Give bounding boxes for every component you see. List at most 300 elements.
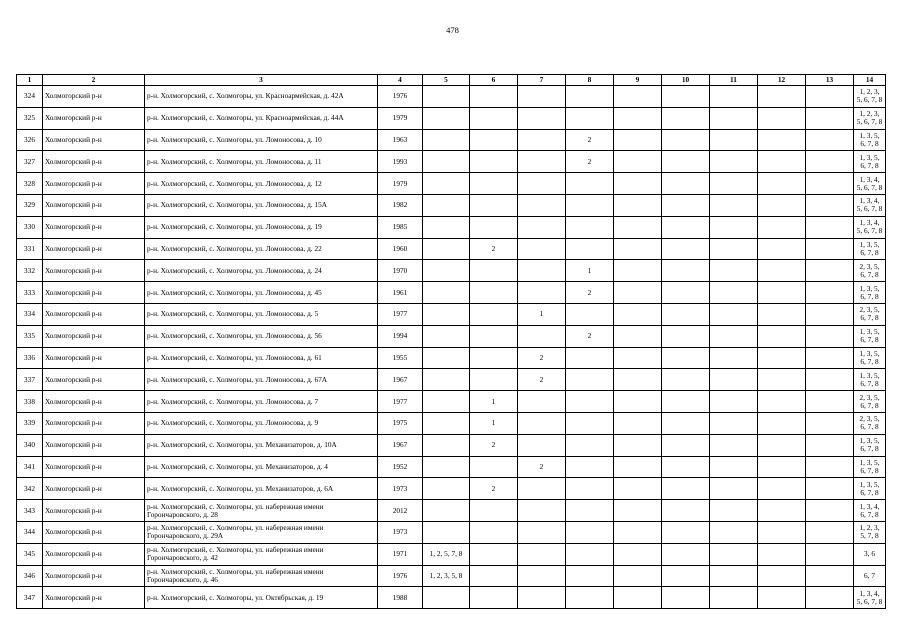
col5-cell xyxy=(423,151,470,173)
page-number: 478 xyxy=(446,25,459,35)
col7-cell xyxy=(518,391,566,413)
district-cell: Холмогорский р-н xyxy=(43,325,145,347)
col12-cell xyxy=(758,565,806,587)
col8-cell: 2 xyxy=(566,151,614,173)
col5-cell xyxy=(423,347,470,369)
col5-cell xyxy=(423,500,470,522)
column-header-13: 13 xyxy=(806,75,854,86)
column-header-6: 6 xyxy=(470,75,518,86)
address-cell: р-н. Холмогорский, с. Холмогоры, ул. Ломоносова, д. 45 xyxy=(145,282,378,304)
col12-cell xyxy=(758,325,806,347)
district-cell: Холмогорский р-н xyxy=(43,412,145,434)
col11-cell xyxy=(710,521,758,543)
col12-cell xyxy=(758,369,806,391)
col5-cell xyxy=(423,587,470,609)
col6-cell xyxy=(470,565,518,587)
col9-cell xyxy=(614,194,662,216)
col11-cell xyxy=(710,347,758,369)
col10-cell xyxy=(662,369,710,391)
col5-cell xyxy=(423,216,470,238)
district-cell: Холмогорский р-н xyxy=(43,543,145,565)
column-header-11: 11 xyxy=(710,75,758,86)
col5-cell: 1, 2, 5, 7, 8 xyxy=(423,543,470,565)
col13-cell xyxy=(806,456,854,478)
col11-cell xyxy=(710,325,758,347)
row-number: 329 xyxy=(17,194,43,216)
col11-cell xyxy=(710,238,758,260)
col12-cell xyxy=(758,194,806,216)
col14-cell: 6, 7 xyxy=(854,565,886,587)
table-row xyxy=(17,86,886,108)
col8-cell: 2 xyxy=(566,129,614,151)
col5-cell xyxy=(423,194,470,216)
col5-cell xyxy=(423,173,470,195)
col10-cell xyxy=(662,194,710,216)
col11-cell xyxy=(710,369,758,391)
table-row xyxy=(17,478,886,500)
col7-cell xyxy=(518,151,566,173)
col7-cell xyxy=(518,260,566,282)
column-header-4: 4 xyxy=(378,75,423,86)
district-cell: Холмогорский р-н xyxy=(43,86,145,108)
table-row xyxy=(17,173,886,195)
col5-cell xyxy=(423,391,470,413)
col8-cell xyxy=(566,565,614,587)
col11-cell xyxy=(710,587,758,609)
address-cell: р-н. Холмогорский, с. Холмогоры, ул. Ломоносова, д. 67А xyxy=(145,369,378,391)
column-header-10: 10 xyxy=(662,75,710,86)
col5-cell xyxy=(423,260,470,282)
row-number: 345 xyxy=(17,543,43,565)
col6-cell xyxy=(470,456,518,478)
district-cell: Холмогорский р-н xyxy=(43,478,145,500)
row-number: 340 xyxy=(17,434,43,456)
col8-cell: 2 xyxy=(566,325,614,347)
col8-cell: 2 xyxy=(566,282,614,304)
col5-cell xyxy=(423,86,470,108)
col6-cell xyxy=(470,129,518,151)
col12-cell xyxy=(758,412,806,434)
address-cell: р-н. Холмогорский, с. Холмогоры, ул. Октябрьская, д. 19 xyxy=(145,587,378,609)
col13-cell xyxy=(806,151,854,173)
col12-cell xyxy=(758,238,806,260)
register-table xyxy=(16,74,886,609)
col8-cell: 1 xyxy=(566,260,614,282)
col6-cell xyxy=(470,587,518,609)
col7-cell: 2 xyxy=(518,347,566,369)
district-cell: Холмогорский р-н xyxy=(43,173,145,195)
col6-cell xyxy=(470,260,518,282)
col7-cell: 2 xyxy=(518,369,566,391)
row-number: 326 xyxy=(17,129,43,151)
col7-cell xyxy=(518,500,566,522)
table-row xyxy=(17,325,886,347)
district-cell: Холмогорский р-н xyxy=(43,260,145,282)
col5-cell xyxy=(423,478,470,500)
table-row xyxy=(17,521,886,543)
district-cell: Холмогорский р-н xyxy=(43,521,145,543)
col5-cell xyxy=(423,129,470,151)
col6-cell xyxy=(470,500,518,522)
col13-cell xyxy=(806,194,854,216)
table-row xyxy=(17,282,886,304)
table-row xyxy=(17,587,886,609)
col14-cell: 1, 3, 4, 5, 6, 7, 8 xyxy=(854,173,886,195)
col6-cell xyxy=(470,303,518,325)
col9-cell xyxy=(614,173,662,195)
col11-cell xyxy=(710,173,758,195)
row-number: 336 xyxy=(17,347,43,369)
district-cell: Холмогорский р-н xyxy=(43,391,145,413)
col12-cell xyxy=(758,543,806,565)
col10-cell xyxy=(662,347,710,369)
row-number: 341 xyxy=(17,456,43,478)
col8-cell xyxy=(566,434,614,456)
col6-cell xyxy=(470,151,518,173)
col14-cell: 1, 3, 5, 6, 7, 8 xyxy=(854,151,886,173)
col13-cell xyxy=(806,391,854,413)
col6-cell xyxy=(470,521,518,543)
col10-cell xyxy=(662,151,710,173)
district-cell: Холмогорский р-н xyxy=(43,107,145,129)
col6-cell xyxy=(470,86,518,108)
col11-cell xyxy=(710,129,758,151)
col14-cell: 1, 3, 5, 6, 7, 8 xyxy=(854,434,886,456)
col10-cell xyxy=(662,456,710,478)
col12-cell xyxy=(758,216,806,238)
col7-cell xyxy=(518,521,566,543)
col12-cell xyxy=(758,500,806,522)
year-cell: 1973 xyxy=(378,521,423,543)
col14-cell: 1, 3, 5, 6, 7, 8 xyxy=(854,478,886,500)
address-cell: р-н. Холмогорский, с. Холмогоры, ул. Ломоносова, д. 7 xyxy=(145,391,378,413)
address-cell: р-н. Холмогорский, с. Холмогоры, ул. набережная имени Горончаровского, д. 29А xyxy=(145,521,378,543)
table-row xyxy=(17,543,886,565)
col13-cell xyxy=(806,587,854,609)
col9-cell xyxy=(614,369,662,391)
col9-cell xyxy=(614,412,662,434)
col7-cell: 1 xyxy=(518,303,566,325)
year-cell: 1993 xyxy=(378,151,423,173)
col11-cell xyxy=(710,260,758,282)
col13-cell xyxy=(806,303,854,325)
col8-cell xyxy=(566,412,614,434)
row-number: 347 xyxy=(17,587,43,609)
col11-cell xyxy=(710,151,758,173)
col13-cell xyxy=(806,369,854,391)
row-number: 330 xyxy=(17,216,43,238)
col6-cell: 2 xyxy=(470,478,518,500)
col5-cell xyxy=(423,107,470,129)
header-row xyxy=(17,75,886,86)
col7-cell xyxy=(518,565,566,587)
col11-cell xyxy=(710,194,758,216)
col10-cell xyxy=(662,565,710,587)
district-cell: Холмогорский р-н xyxy=(43,282,145,304)
row-number: 334 xyxy=(17,303,43,325)
col10-cell xyxy=(662,260,710,282)
col6-cell: 1 xyxy=(470,412,518,434)
row-number: 339 xyxy=(17,412,43,434)
year-cell: 1973 xyxy=(378,478,423,500)
col14-cell: 1, 3, 5, 6, 7, 8 xyxy=(854,282,886,304)
column-header-2: 2 xyxy=(43,75,145,86)
col10-cell xyxy=(662,434,710,456)
col14-cell: 1, 3, 5, 6, 7, 8 xyxy=(854,347,886,369)
row-number: 325 xyxy=(17,107,43,129)
col13-cell xyxy=(806,216,854,238)
col6-cell xyxy=(470,543,518,565)
col9-cell xyxy=(614,434,662,456)
col10-cell xyxy=(662,303,710,325)
col8-cell xyxy=(566,391,614,413)
col9-cell xyxy=(614,107,662,129)
district-cell: Холмогорский р-н xyxy=(43,238,145,260)
year-cell: 1979 xyxy=(378,107,423,129)
year-cell: 1977 xyxy=(378,391,423,413)
col5-cell: 1, 2, 3, 5, 8 xyxy=(423,565,470,587)
row-number: 327 xyxy=(17,151,43,173)
col6-cell xyxy=(470,325,518,347)
col5-cell xyxy=(423,325,470,347)
col13-cell xyxy=(806,478,854,500)
col14-cell: 1, 3, 5, 6, 7, 8 xyxy=(854,325,886,347)
col12-cell xyxy=(758,521,806,543)
col10-cell xyxy=(662,543,710,565)
col10-cell xyxy=(662,107,710,129)
col9-cell xyxy=(614,260,662,282)
row-number: 328 xyxy=(17,173,43,195)
col13-cell xyxy=(806,260,854,282)
column-header-9: 9 xyxy=(614,75,662,86)
year-cell: 1955 xyxy=(378,347,423,369)
district-cell: Холмогорский р-н xyxy=(43,347,145,369)
col14-cell: 1, 3, 4, 5, 6, 7, 8 xyxy=(854,216,886,238)
col8-cell xyxy=(566,86,614,108)
col8-cell xyxy=(566,369,614,391)
col5-cell xyxy=(423,282,470,304)
district-cell: Холмогорский р-н xyxy=(43,456,145,478)
col12-cell xyxy=(758,107,806,129)
table-row xyxy=(17,434,886,456)
col5-cell xyxy=(423,521,470,543)
col7-cell xyxy=(518,282,566,304)
col9-cell xyxy=(614,216,662,238)
col9-cell xyxy=(614,565,662,587)
col11-cell xyxy=(710,107,758,129)
col5-cell xyxy=(423,303,470,325)
address-cell: р-н. Холмогорский, с. Холмогоры, ул. Ломоносова, д. 61 xyxy=(145,347,378,369)
col8-cell xyxy=(566,543,614,565)
col13-cell xyxy=(806,86,854,108)
col7-cell xyxy=(518,325,566,347)
year-cell: 1961 xyxy=(378,282,423,304)
col13-cell xyxy=(806,434,854,456)
table-row xyxy=(17,456,886,478)
col7-cell xyxy=(518,412,566,434)
district-cell: Холмогорский р-н xyxy=(43,303,145,325)
column-header-7: 7 xyxy=(518,75,566,86)
col8-cell xyxy=(566,216,614,238)
address-cell: р-н. Холмогорский, с. Холмогоры, ул. Ломоносова, д. 24 xyxy=(145,260,378,282)
column-header-12: 12 xyxy=(758,75,806,86)
col11-cell xyxy=(710,565,758,587)
row-number: 346 xyxy=(17,565,43,587)
district-cell: Холмогорский р-н xyxy=(43,434,145,456)
table-row xyxy=(17,391,886,413)
address-cell: р-н. Холмогорский, с. Холмогоры, ул. Ломоносова, д. 56 xyxy=(145,325,378,347)
col12-cell xyxy=(758,391,806,413)
table-row xyxy=(17,500,886,522)
col6-cell xyxy=(470,194,518,216)
row-number: 335 xyxy=(17,325,43,347)
col5-cell xyxy=(423,434,470,456)
table-body xyxy=(17,86,886,609)
table-row xyxy=(17,412,886,434)
row-number: 331 xyxy=(17,238,43,260)
col14-cell: 1, 3, 4, 6, 7, 8 xyxy=(854,500,886,522)
col7-cell xyxy=(518,216,566,238)
col13-cell xyxy=(806,543,854,565)
row-number: 337 xyxy=(17,369,43,391)
year-cell: 1977 xyxy=(378,303,423,325)
col11-cell xyxy=(710,391,758,413)
col13-cell xyxy=(806,521,854,543)
address-cell: р-н. Холмогорский, с. Холмогоры, ул. Механизаторов, д. 10А xyxy=(145,434,378,456)
col7-cell: 2 xyxy=(518,456,566,478)
col10-cell xyxy=(662,282,710,304)
col8-cell xyxy=(566,521,614,543)
year-cell: 1952 xyxy=(378,456,423,478)
col5-cell xyxy=(423,456,470,478)
year-cell: 1976 xyxy=(378,565,423,587)
col12-cell xyxy=(758,173,806,195)
col9-cell xyxy=(614,391,662,413)
col7-cell xyxy=(518,194,566,216)
address-cell: р-н. Холмогорский, с. Холмогоры, ул. набережная имени Горончаровского, д. 42 xyxy=(145,543,378,565)
col12-cell xyxy=(758,129,806,151)
col14-cell: 2, 3, 5, 6, 7, 8 xyxy=(854,303,886,325)
col14-cell: 2, 3, 5, 6, 7, 8 xyxy=(854,412,886,434)
col12-cell xyxy=(758,151,806,173)
col9-cell xyxy=(614,478,662,500)
col14-cell: 3, 6 xyxy=(854,543,886,565)
col14-cell: 1, 3, 5, 6, 7, 8 xyxy=(854,238,886,260)
col11-cell xyxy=(710,303,758,325)
col10-cell xyxy=(662,412,710,434)
col10-cell xyxy=(662,521,710,543)
table-row xyxy=(17,347,886,369)
address-cell: р-н. Холмогорский, с. Холмогоры, ул. Ломоносова, д. 15А xyxy=(145,194,378,216)
col9-cell xyxy=(614,500,662,522)
district-cell: Холмогорский р-н xyxy=(43,216,145,238)
column-header-8: 8 xyxy=(566,75,614,86)
col7-cell xyxy=(518,238,566,260)
district-cell: Холмогорский р-н xyxy=(43,151,145,173)
col9-cell xyxy=(614,129,662,151)
col9-cell xyxy=(614,238,662,260)
col14-cell: 2, 3, 5, 6, 7, 8 xyxy=(854,391,886,413)
column-header-14: 14 xyxy=(854,75,886,86)
col9-cell xyxy=(614,303,662,325)
col9-cell xyxy=(614,456,662,478)
col8-cell xyxy=(566,478,614,500)
col8-cell xyxy=(566,194,614,216)
col10-cell xyxy=(662,86,710,108)
col10-cell xyxy=(662,129,710,151)
year-cell: 1971 xyxy=(378,543,423,565)
col14-cell: 1, 3, 4, 5, 6, 7, 8 xyxy=(854,587,886,609)
col12-cell xyxy=(758,347,806,369)
col5-cell xyxy=(423,369,470,391)
year-cell: 1994 xyxy=(378,325,423,347)
address-cell: р-н. Холмогорский, с. Холмогоры, ул. Красноармейская, д. 42А xyxy=(145,86,378,108)
district-cell: Холмогорский р-н xyxy=(43,587,145,609)
row-number: 333 xyxy=(17,282,43,304)
col11-cell xyxy=(710,434,758,456)
address-cell: р-н. Холмогорский, с. Холмогоры, ул. Ломоносова, д. 5 xyxy=(145,303,378,325)
col6-cell xyxy=(470,107,518,129)
col6-cell xyxy=(470,173,518,195)
col8-cell xyxy=(566,238,614,260)
col11-cell xyxy=(710,456,758,478)
col12-cell xyxy=(758,86,806,108)
col14-cell: 1, 3, 5, 6, 7, 8 xyxy=(854,369,886,391)
col11-cell xyxy=(710,282,758,304)
col9-cell xyxy=(614,587,662,609)
col14-cell: 1, 2, 3, 5, 6, 7, 8 xyxy=(854,86,886,108)
address-cell: р-н. Холмогорский, с. Холмогоры, ул. Ломоносова, д. 22 xyxy=(145,238,378,260)
col13-cell xyxy=(806,412,854,434)
col9-cell xyxy=(614,282,662,304)
col7-cell xyxy=(518,107,566,129)
row-number: 338 xyxy=(17,391,43,413)
district-cell: Холмогорский р-н xyxy=(43,369,145,391)
table-row xyxy=(17,194,886,216)
col12-cell xyxy=(758,478,806,500)
table-row xyxy=(17,129,886,151)
year-cell: 1967 xyxy=(378,369,423,391)
address-cell: р-н. Холмогорский, с. Холмогоры, ул. Ломоносова, д. 12 xyxy=(145,173,378,195)
col13-cell xyxy=(806,565,854,587)
col9-cell xyxy=(614,325,662,347)
address-cell: р-н. Холмогорский, с. Холмогоры, ул. Ломоносова, д. 10 xyxy=(145,129,378,151)
col11-cell xyxy=(710,86,758,108)
col8-cell xyxy=(566,587,614,609)
district-cell: Холмогорский р-н xyxy=(43,129,145,151)
year-cell: 1960 xyxy=(378,238,423,260)
col13-cell xyxy=(806,500,854,522)
year-cell: 1975 xyxy=(378,412,423,434)
col6-cell: 2 xyxy=(470,238,518,260)
col13-cell xyxy=(806,282,854,304)
col13-cell xyxy=(806,347,854,369)
col10-cell xyxy=(662,478,710,500)
district-cell: Холмогорский р-н xyxy=(43,194,145,216)
district-cell: Холмогорский р-н xyxy=(43,565,145,587)
row-number: 342 xyxy=(17,478,43,500)
address-cell: р-н. Холмогорский, с. Холмогоры, ул. Механизаторов, д. 4 xyxy=(145,456,378,478)
col12-cell xyxy=(758,282,806,304)
year-cell: 1982 xyxy=(378,194,423,216)
col8-cell xyxy=(566,303,614,325)
col11-cell xyxy=(710,216,758,238)
col6-cell xyxy=(470,347,518,369)
table-row xyxy=(17,151,886,173)
col11-cell xyxy=(710,543,758,565)
col9-cell xyxy=(614,543,662,565)
col13-cell xyxy=(806,173,854,195)
